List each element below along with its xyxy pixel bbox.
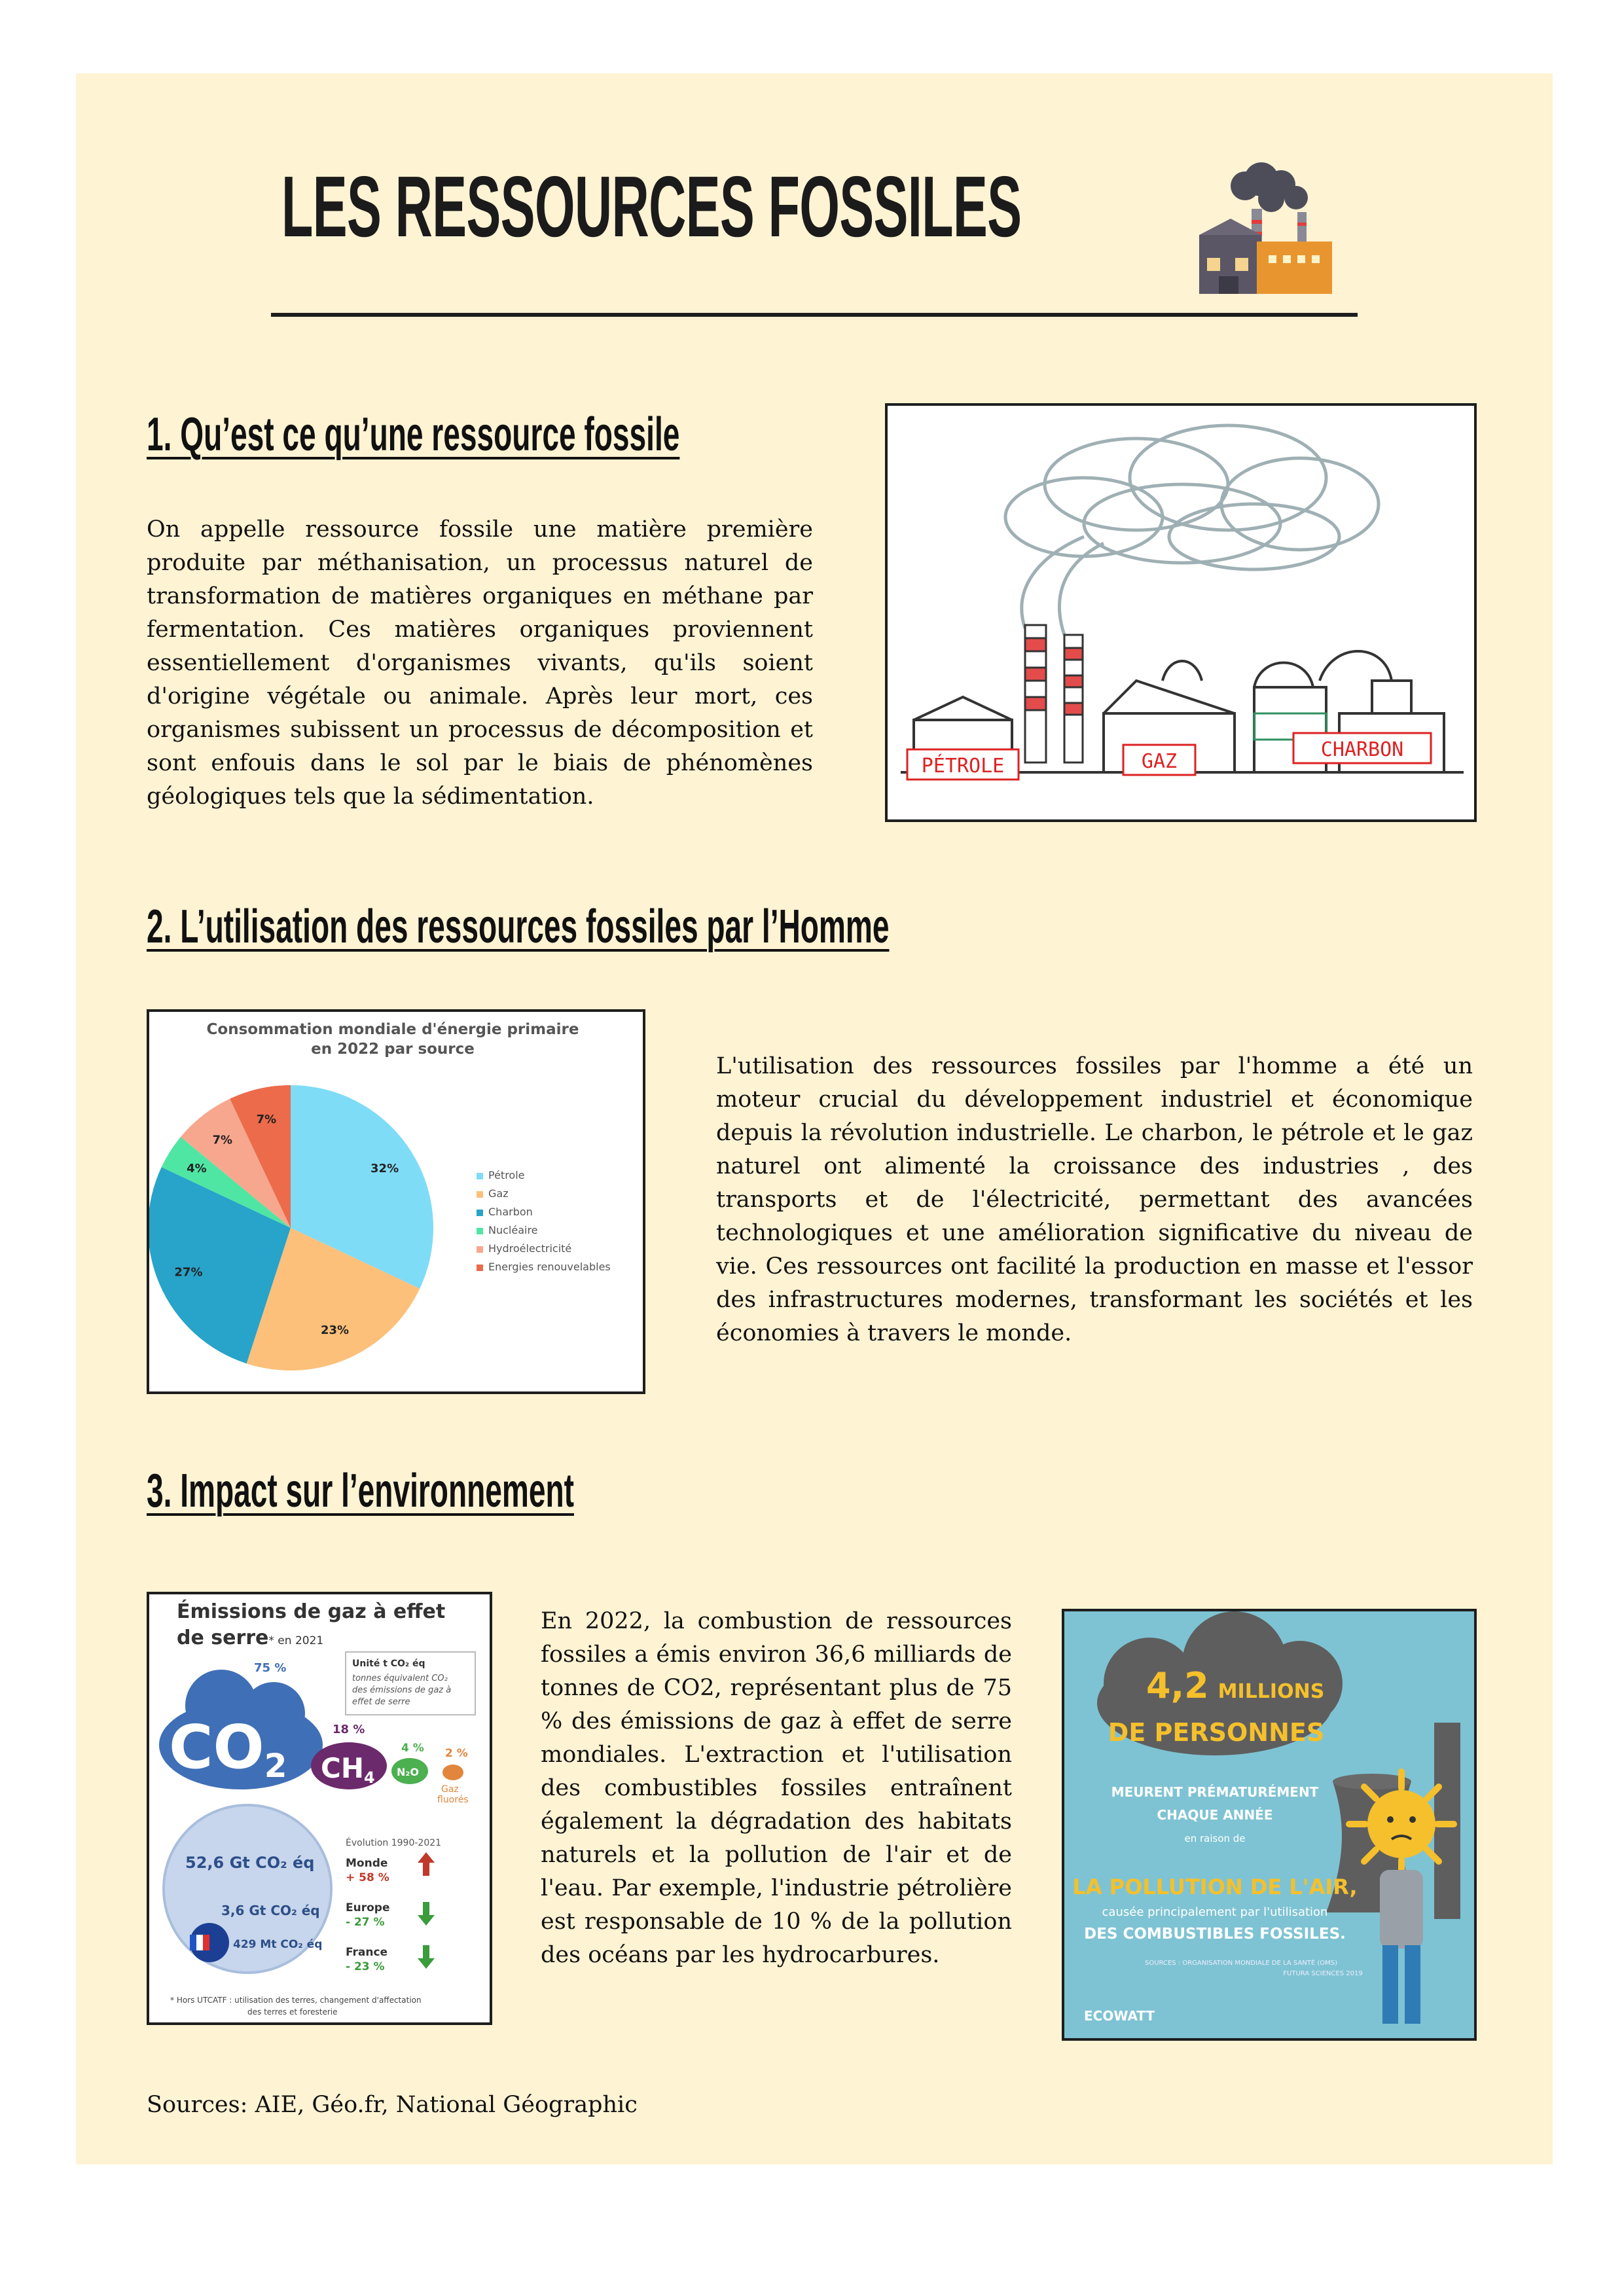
legend-swatch-3	[477, 1228, 483, 1234]
svg-text:de serre* en 2021	[177, 1626, 323, 1649]
footnote-2: des terres et foresterie	[247, 2007, 338, 2017]
fgas-label-2: fluorés	[437, 1795, 469, 1805]
pollution-sources-2: FUTURA SCIENCES 2019	[1283, 1970, 1363, 1977]
unit-desc-3: effet de serre	[352, 1697, 410, 1707]
pie-value-label-5: 7%	[256, 1113, 277, 1127]
legend-swatch-5	[477, 1265, 483, 1271]
pie-value-label-0: 32%	[370, 1161, 399, 1175]
energy-pie-chart	[147, 1009, 645, 1394]
europe-value: 3,6 Gt CO₂ éq	[221, 1903, 320, 1918]
legend-label-0: Pétrole	[488, 1169, 525, 1181]
chart-title-line-1: Consommation mondiale d'énergie primaire	[206, 1021, 579, 1038]
pie-value-label-3: 4%	[187, 1161, 207, 1175]
emissions-title-1: Émissions de gaz à effet	[177, 1600, 446, 1623]
france-change: - 23 %	[346, 1960, 385, 1973]
fossil-plant-illustration	[885, 403, 1477, 822]
illustration-label-petrole: PÉTROLE	[921, 755, 1005, 778]
france-label: France	[346, 1946, 388, 1959]
pollution-line-6: DES COMBUSTIBLES FOSSILES.	[1084, 1926, 1346, 1943]
headline-big: 4,2	[1146, 1665, 1209, 1706]
legend-label-2: Charbon	[488, 1206, 533, 1218]
title-divider	[271, 313, 1358, 317]
legend-swatch-1	[477, 1191, 483, 1198]
co2-label: CO	[169, 1712, 264, 1782]
sources-note: Sources: AIE, Géo.fr, National Géographic	[147, 2092, 638, 2118]
illustration-label-charbon: CHARBON	[1320, 738, 1404, 761]
headline-line-2: DE PERSONNES	[1108, 1718, 1325, 1747]
factory-icon	[1199, 160, 1337, 297]
legend-swatch-0	[477, 1173, 483, 1179]
unit-desc-1: tonnes équivalent CO₂	[352, 1674, 448, 1683]
europe-change: - 27 %	[346, 1916, 385, 1929]
pie-value-label-4: 7%	[212, 1133, 233, 1147]
france-value: 429 Mt CO₂ éq	[233, 1938, 323, 1951]
footnote-1: * Hors UTCATF : utilisation des terres, changement d'affectation	[170, 1996, 422, 2005]
ch4-subscript: 4	[363, 1768, 375, 1787]
unit-label: Unité t CO₂ éq	[352, 1659, 425, 1669]
pie-value-label-1: 23%	[320, 1323, 350, 1338]
fgas-label-1: Gaz	[441, 1784, 459, 1795]
arrow-down-icon	[418, 1945, 435, 1969]
legend-swatch-2	[477, 1210, 483, 1216]
ecowatt-logo: ECOWATT	[1084, 2008, 1155, 2024]
pollution-line-4: LA POLLUTION DE L'AIR,	[1072, 1874, 1358, 1899]
world-label: Monde	[346, 1857, 388, 1870]
section-3-text: En 2022, la combustion de ressources fossiles a émis environ 36,6 milliards de tonnes de CO2, représentant plus de 75 % des émissions de gaz à effet de serre mondiales. L'extraction et l'utilisation des combustibles fossiles entraînent également la dégradation des habitats naturels et la pollution de l'air et de l'eau. Par exemple, l'industrie pétrolière est responsable de 10 % de la pollution des océans par les hydrocarbures.	[541, 1608, 1012, 1968]
pollution-line-3: en raison de	[1184, 1833, 1246, 1844]
pie-value-label-2: 27%	[174, 1265, 203, 1280]
emissions-title-suffix: * en 2021	[268, 1634, 324, 1647]
legend-swatch-4	[477, 1246, 483, 1253]
section-2-heading: 2. L’utilisation des ressources fossiles par l’Homme	[147, 901, 890, 953]
arrow-down-icon	[418, 1902, 435, 1926]
air-pollution-infographic	[1062, 1609, 1477, 2041]
legend-label-4: Hydroélectricité	[488, 1242, 572, 1255]
pollution-sources-1: SOURCES : ORGANISATION MONDIALE DE LA SANTÉ (OMS)	[1144, 1960, 1338, 1967]
emissions-title-2: de serre	[177, 1626, 269, 1649]
legend-label-5: Energies renouvelables	[488, 1261, 611, 1273]
section-1-text: On appelle ressource fossile une matière première produite par méthanisation, un processus naturel de transformation de matières organiques en méthane par fermentation. Ces matières organiques proviennent essentiellement d'organismes vivants, qu'ils soient d'origine végétale ou animale. Après leur mort, ces organismes subissent un processus de décomposition et sont enfouis dans le sol par le biais de phénomènes géologiques tels que la sédimentation.	[147, 516, 813, 810]
section-3-heading: 3. Impact sur l’environnement	[147, 1465, 574, 1517]
page-title: LES RESSOURCES FOSSILES	[281, 158, 1022, 255]
pollution-line-5: causée principalement par l'utilisation	[1102, 1905, 1328, 1919]
section-1-heading: 1. Qu’est ce qu’une ressource fossile	[147, 408, 680, 461]
pollution-line-2: CHAQUE ANNÉE	[1157, 1807, 1273, 1823]
world-change: + 58 %	[346, 1871, 389, 1884]
n2o-label: N₂O	[397, 1766, 419, 1778]
ch4-label: CH	[321, 1752, 364, 1784]
legend-label-1: Gaz	[488, 1187, 509, 1200]
n2o-pct: 4 %	[401, 1742, 424, 1755]
world-value: 52,6 Gt CO₂ éq	[185, 1854, 315, 1872]
co2-subscript: 2	[264, 1747, 287, 1785]
evolution-title: Évolution 1990-2021	[346, 1838, 442, 1848]
fgas-pct: 2 %	[445, 1747, 468, 1760]
chart-title-line-2: en 2022 par source	[311, 1041, 475, 1058]
pollution-line-1: MEURENT PRÉMATURÉMENT	[1111, 1784, 1319, 1800]
section-2-text: L'utilisation des ressources fossiles par l'homme a été un moteur crucial du développement industriel et économique depuis la révolution industrielle. Le charbon, le pétrole et le gaz naturel ont alimenté la croissance des industries , des transports et de l'électricité, permettant des avancées technologiques et une amélioration significative du niveau de vie. Ces ressources ont facilité la production en masse et l'essor des infrastructures modernes, transformant les sociétés et les économies à travers le monde.	[716, 1053, 1473, 1346]
unit-desc-2: des émissions de gaz à	[352, 1685, 452, 1695]
co2-pct: 75 %	[254, 1661, 287, 1675]
illustration-label-gaz: GAZ	[1141, 750, 1178, 773]
headline-rest: MILLIONS	[1218, 1680, 1325, 1703]
europe-label: Europe	[346, 1901, 390, 1914]
legend-label-3: Nucléaire	[488, 1224, 538, 1236]
arrow-up-icon	[418, 1852, 435, 1876]
greenhouse-emissions-infographic	[147, 1592, 492, 2025]
ch4-pct: 18 %	[333, 1723, 365, 1736]
